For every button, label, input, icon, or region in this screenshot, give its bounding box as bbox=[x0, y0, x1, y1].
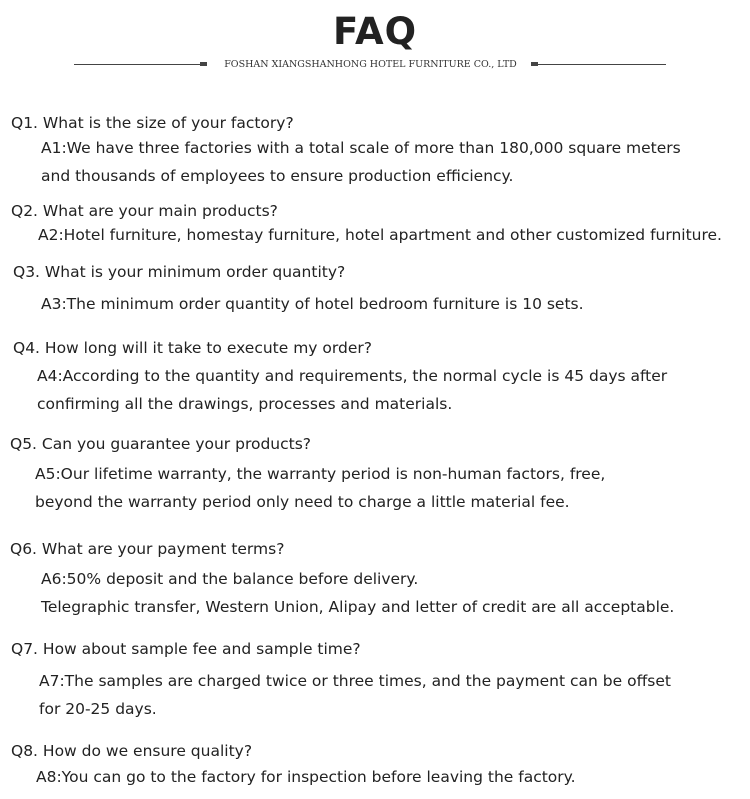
header-divider bbox=[0, 57, 750, 73]
faq-answer-4-line-2: confirming all the drawings, processes and materials. bbox=[37, 395, 453, 413]
faq-question-5: Q5. Can you guarantee your products? bbox=[10, 435, 312, 453]
divider-rule-right bbox=[538, 64, 666, 65]
faq-answer-6-line-1: A6:50% deposit and the balance before delivery. bbox=[41, 570, 419, 588]
faq-question-6: Q6. What are your payment terms? bbox=[10, 540, 285, 558]
faq-question-4: Q4. How long will it take to execute my order? bbox=[13, 339, 372, 357]
faq-answer-3-line-1: A3:The minimum order quantity of hotel bedroom furniture is 10 sets. bbox=[41, 295, 584, 313]
faq-answer-6-line-2: Telegraphic transfer, Western Union, Alipay and letter of credit are all acceptable. bbox=[41, 598, 675, 616]
divider-ornament-left bbox=[200, 62, 207, 66]
faq-answer-4-line-1: A4:According to the quantity and requirements, the normal cycle is 45 days after bbox=[37, 367, 668, 385]
faq-answer-5-line-1: A5:Our lifetime warranty, the warranty period is non-human factors, free, bbox=[35, 465, 606, 483]
faq-question-3: Q3. What is your minimum order quantity? bbox=[13, 263, 346, 281]
faq-answer-7-line-2: for 20-25 days. bbox=[39, 700, 157, 718]
divider-ornament-right bbox=[531, 62, 538, 66]
faq-question-1: Q1. What is the size of your factory? bbox=[11, 114, 294, 132]
faq-question-7: Q7. How about sample fee and sample time? bbox=[11, 640, 361, 658]
faq-answer-1-line-2: and thousands of employees to ensure production efficiency. bbox=[41, 167, 514, 185]
faq-answer-7-line-1: A7:The samples are charged twice or three times, and the payment can be offset bbox=[39, 672, 671, 690]
company-name: FOSHAN XIANGSHANHONG HOTEL FURNITURE CO., LTD bbox=[224, 59, 517, 70]
faq-question-2: Q2. What are your main products? bbox=[11, 202, 278, 220]
faq-answer-8-line-1: A8:You can go to the factory for inspection before leaving the factory. bbox=[36, 768, 576, 786]
divider-rule-left bbox=[74, 64, 201, 65]
faq-question-8: Q8. How do we ensure quality? bbox=[11, 742, 253, 760]
faq-answer-2-line-1: A2:Hotel furniture, homestay furniture, hotel apartment and other customized furniture. bbox=[38, 226, 722, 244]
faq-answer-5-line-2: beyond the warranty period only need to charge a little material fee. bbox=[35, 493, 570, 511]
page-title: FAQ bbox=[332, 10, 418, 53]
faq-answer-1-line-1: A1:We have three factories with a total scale of more than 180,000 square meters bbox=[41, 139, 681, 157]
